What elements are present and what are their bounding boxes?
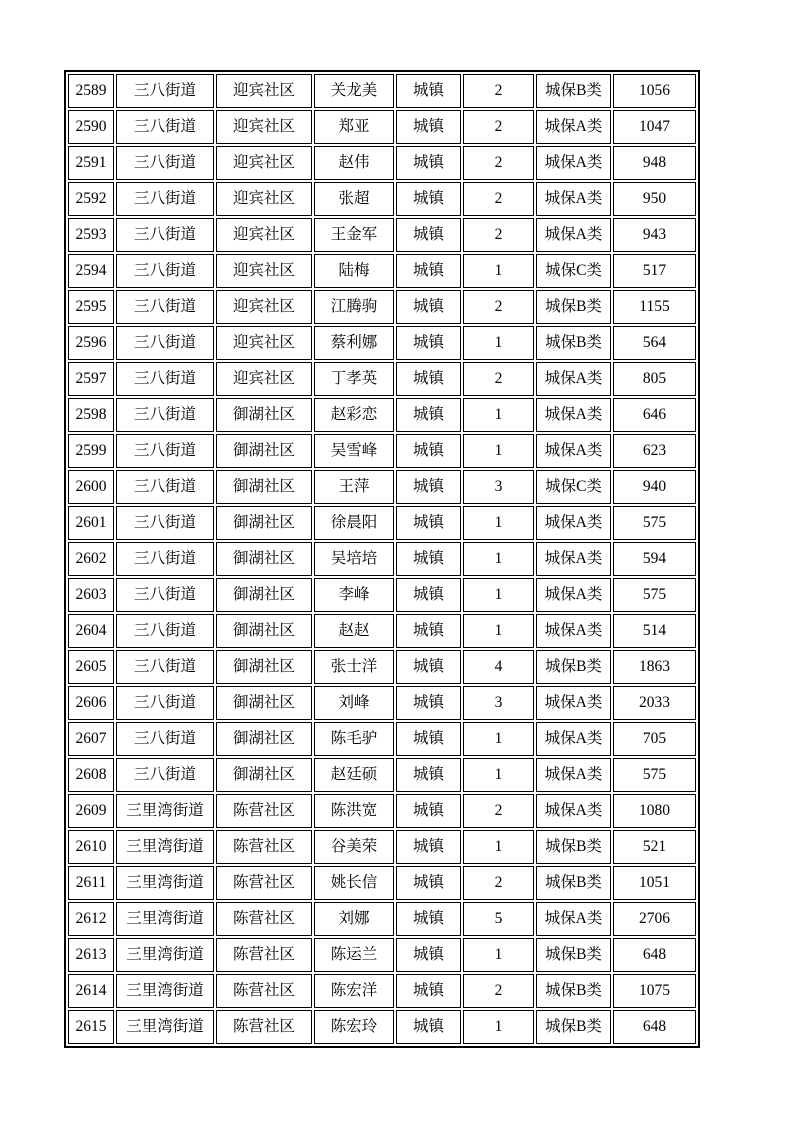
- cell-row-number: 2601: [68, 506, 114, 540]
- table-row: [68, 362, 696, 396]
- cell-amount: 1047: [613, 110, 696, 144]
- cell-residence-type: 城镇: [396, 542, 461, 576]
- cell-row-number: 2609: [68, 794, 114, 828]
- cell-row-number: 2608: [68, 758, 114, 792]
- table-row: [68, 218, 696, 252]
- cell-residence-type: 城镇: [396, 398, 461, 432]
- cell-street: 三里湾街道: [116, 974, 214, 1008]
- cell-amount: 564: [613, 326, 696, 360]
- cell-street: 三八街道: [116, 218, 214, 252]
- cell-person-name: 蔡利娜: [314, 326, 394, 360]
- cell-amount: 646: [613, 398, 696, 432]
- cell-amount: 805: [613, 362, 696, 396]
- cell-insurance-category: 城保A类: [536, 218, 611, 252]
- cell-insurance-category: 城保A类: [536, 434, 611, 468]
- cell-street: 三里湾街道: [116, 866, 214, 900]
- cell-household-size: 1: [463, 758, 534, 792]
- cell-household-size: 4: [463, 650, 534, 684]
- cell-amount: 2033: [613, 686, 696, 720]
- cell-street: 三里湾街道: [116, 902, 214, 936]
- cell-amount: 705: [613, 722, 696, 756]
- cell-person-name: 吴培培: [314, 542, 394, 576]
- cell-amount: 575: [613, 578, 696, 612]
- cell-residence-type: 城镇: [396, 614, 461, 648]
- cell-person-name: 陈宏洋: [314, 974, 394, 1008]
- cell-person-name: 陈运兰: [314, 938, 394, 972]
- cell-street: 三八街道: [116, 506, 214, 540]
- cell-row-number: 2610: [68, 830, 114, 864]
- cell-street: 三八街道: [116, 74, 214, 108]
- table-row: [68, 938, 696, 972]
- table-row: [68, 1010, 696, 1044]
- cell-community: 御湖社区: [216, 398, 312, 432]
- cell-amount: 517: [613, 254, 696, 288]
- cell-row-number: 2614: [68, 974, 114, 1008]
- cell-street: 三八街道: [116, 650, 214, 684]
- cell-row-number: 2607: [68, 722, 114, 756]
- table-row: [68, 974, 696, 1008]
- cell-residence-type: 城镇: [396, 794, 461, 828]
- cell-residence-type: 城镇: [396, 866, 461, 900]
- cell-row-number: 2597: [68, 362, 114, 396]
- cell-community: 御湖社区: [216, 758, 312, 792]
- cell-row-number: 2589: [68, 74, 114, 108]
- table-row: [68, 110, 696, 144]
- cell-insurance-category: 城保B类: [536, 326, 611, 360]
- cell-row-number: 2593: [68, 218, 114, 252]
- cell-community: 御湖社区: [216, 506, 312, 540]
- cell-residence-type: 城镇: [396, 470, 461, 504]
- cell-amount: 623: [613, 434, 696, 468]
- cell-row-number: 2592: [68, 182, 114, 216]
- cell-insurance-category: 城保A类: [536, 506, 611, 540]
- cell-street: 三八街道: [116, 758, 214, 792]
- cell-community: 御湖社区: [216, 542, 312, 576]
- cell-street: 三八街道: [116, 146, 214, 180]
- table-row: [68, 722, 696, 756]
- cell-person-name: 关龙美: [314, 74, 394, 108]
- cell-community: 迎宾社区: [216, 362, 312, 396]
- cell-household-size: 2: [463, 866, 534, 900]
- cell-community: 迎宾社区: [216, 254, 312, 288]
- cell-household-size: 2: [463, 146, 534, 180]
- cell-row-number: 2604: [68, 614, 114, 648]
- cell-community: 御湖社区: [216, 434, 312, 468]
- cell-community: 御湖社区: [216, 722, 312, 756]
- cell-street: 三八街道: [116, 326, 214, 360]
- table-row: [68, 794, 696, 828]
- cell-street: 三里湾街道: [116, 938, 214, 972]
- cell-row-number: 2600: [68, 470, 114, 504]
- cell-street: 三八街道: [116, 362, 214, 396]
- cell-street: 三八街道: [116, 542, 214, 576]
- table-row: [68, 506, 696, 540]
- cell-street: 三八街道: [116, 290, 214, 324]
- cell-person-name: 王萍: [314, 470, 394, 504]
- cell-residence-type: 城镇: [396, 902, 461, 936]
- cell-amount: 1863: [613, 650, 696, 684]
- cell-insurance-category: 城保B类: [536, 866, 611, 900]
- cell-street: 三里湾街道: [116, 830, 214, 864]
- cell-street: 三里湾街道: [116, 794, 214, 828]
- cell-amount: 2706: [613, 902, 696, 936]
- cell-street: 三八街道: [116, 470, 214, 504]
- cell-person-name: 陈宏玲: [314, 1010, 394, 1044]
- cell-community: 陈营社区: [216, 1010, 312, 1044]
- cell-person-name: 吴雪峰: [314, 434, 394, 468]
- table-row: [68, 182, 696, 216]
- cell-person-name: 李峰: [314, 578, 394, 612]
- cell-residence-type: 城镇: [396, 290, 461, 324]
- cell-community: 御湖社区: [216, 578, 312, 612]
- cell-row-number: 2603: [68, 578, 114, 612]
- cell-household-size: 2: [463, 794, 534, 828]
- cell-residence-type: 城镇: [396, 182, 461, 216]
- cell-community: 陈营社区: [216, 830, 312, 864]
- cell-person-name: 丁孝英: [314, 362, 394, 396]
- cell-household-size: 2: [463, 974, 534, 1008]
- cell-insurance-category: 城保B类: [536, 1010, 611, 1044]
- table-row: [68, 650, 696, 684]
- cell-residence-type: 城镇: [396, 578, 461, 612]
- cell-household-size: 2: [463, 182, 534, 216]
- table-row: [68, 578, 696, 612]
- cell-person-name: 张超: [314, 182, 394, 216]
- table-row: [68, 758, 696, 792]
- table-row: [68, 830, 696, 864]
- cell-community: 陈营社区: [216, 902, 312, 936]
- cell-amount: 1051: [613, 866, 696, 900]
- cell-amount: 948: [613, 146, 696, 180]
- table-row: [68, 686, 696, 720]
- table-row: [68, 326, 696, 360]
- cell-residence-type: 城镇: [396, 110, 461, 144]
- cell-household-size: 2: [463, 218, 534, 252]
- table-row: [68, 290, 696, 324]
- cell-community: 陈营社区: [216, 974, 312, 1008]
- cell-insurance-category: 城保A类: [536, 614, 611, 648]
- cell-insurance-category: 城保A类: [536, 398, 611, 432]
- cell-person-name: 郑亚: [314, 110, 394, 144]
- cell-street: 三八街道: [116, 578, 214, 612]
- cell-community: 迎宾社区: [216, 110, 312, 144]
- cell-person-name: 江腾驹: [314, 290, 394, 324]
- cell-street: 三里湾街道: [116, 1010, 214, 1044]
- cell-residence-type: 城镇: [396, 74, 461, 108]
- cell-amount: 1075: [613, 974, 696, 1008]
- cell-person-name: 刘娜: [314, 902, 394, 936]
- cell-person-name: 陈洪宽: [314, 794, 394, 828]
- cell-row-number: 2598: [68, 398, 114, 432]
- cell-insurance-category: 城保C类: [536, 254, 611, 288]
- cell-household-size: 1: [463, 254, 534, 288]
- table-row: [68, 470, 696, 504]
- cell-amount: 575: [613, 758, 696, 792]
- cell-household-size: 1: [463, 434, 534, 468]
- cell-household-size: 3: [463, 686, 534, 720]
- cell-row-number: 2602: [68, 542, 114, 576]
- cell-insurance-category: 城保A类: [536, 146, 611, 180]
- table-row: [68, 866, 696, 900]
- cell-household-size: 2: [463, 362, 534, 396]
- cell-community: 迎宾社区: [216, 182, 312, 216]
- cell-insurance-category: 城保A类: [536, 722, 611, 756]
- cell-residence-type: 城镇: [396, 218, 461, 252]
- cell-household-size: 1: [463, 938, 534, 972]
- cell-household-size: 1: [463, 1010, 534, 1044]
- cell-insurance-category: 城保A类: [536, 542, 611, 576]
- cell-insurance-category: 城保A类: [536, 794, 611, 828]
- cell-person-name: 张士洋: [314, 650, 394, 684]
- table-row: [68, 146, 696, 180]
- cell-amount: 940: [613, 470, 696, 504]
- cell-amount: 1080: [613, 794, 696, 828]
- cell-community: 陈营社区: [216, 866, 312, 900]
- cell-community: 御湖社区: [216, 614, 312, 648]
- table-row: [68, 74, 696, 108]
- table-body: [68, 74, 696, 1044]
- cell-amount: 943: [613, 218, 696, 252]
- cell-insurance-category: 城保B类: [536, 74, 611, 108]
- cell-street: 三八街道: [116, 254, 214, 288]
- cell-street: 三八街道: [116, 434, 214, 468]
- cell-community: 迎宾社区: [216, 218, 312, 252]
- table-row: [68, 614, 696, 648]
- cell-insurance-category: 城保A类: [536, 110, 611, 144]
- cell-insurance-category: 城保A类: [536, 362, 611, 396]
- cell-person-name: 徐晨阳: [314, 506, 394, 540]
- cell-residence-type: 城镇: [396, 830, 461, 864]
- cell-residence-type: 城镇: [396, 326, 461, 360]
- cell-amount: 648: [613, 1010, 696, 1044]
- table-row: [68, 902, 696, 936]
- cell-community: 迎宾社区: [216, 146, 312, 180]
- cell-amount: 514: [613, 614, 696, 648]
- cell-street: 三八街道: [116, 398, 214, 432]
- cell-row-number: 2606: [68, 686, 114, 720]
- cell-insurance-category: 城保B类: [536, 974, 611, 1008]
- cell-household-size: 1: [463, 542, 534, 576]
- cell-person-name: 姚长信: [314, 866, 394, 900]
- cell-amount: 1056: [613, 74, 696, 108]
- cell-row-number: 2595: [68, 290, 114, 324]
- cell-amount: 950: [613, 182, 696, 216]
- cell-residence-type: 城镇: [396, 974, 461, 1008]
- cell-row-number: 2615: [68, 1010, 114, 1044]
- cell-insurance-category: 城保B类: [536, 938, 611, 972]
- cell-household-size: 1: [463, 326, 534, 360]
- cell-insurance-category: 城保C类: [536, 470, 611, 504]
- cell-household-size: 1: [463, 830, 534, 864]
- cell-insurance-category: 城保A类: [536, 902, 611, 936]
- cell-community: 迎宾社区: [216, 326, 312, 360]
- cell-residence-type: 城镇: [396, 650, 461, 684]
- cell-community: 迎宾社区: [216, 74, 312, 108]
- cell-person-name: 王金军: [314, 218, 394, 252]
- cell-person-name: 赵伟: [314, 146, 394, 180]
- cell-residence-type: 城镇: [396, 938, 461, 972]
- cell-insurance-category: 城保A类: [536, 758, 611, 792]
- cell-person-name: 刘峰: [314, 686, 394, 720]
- cell-street: 三八街道: [116, 182, 214, 216]
- cell-row-number: 2590: [68, 110, 114, 144]
- cell-residence-type: 城镇: [396, 506, 461, 540]
- cell-household-size: 1: [463, 398, 534, 432]
- cell-row-number: 2605: [68, 650, 114, 684]
- benefits-table: [64, 70, 700, 1048]
- cell-amount: 575: [613, 506, 696, 540]
- cell-household-size: 5: [463, 902, 534, 936]
- cell-row-number: 2591: [68, 146, 114, 180]
- cell-insurance-category: 城保B类: [536, 830, 611, 864]
- cell-household-size: 2: [463, 74, 534, 108]
- cell-street: 三八街道: [116, 614, 214, 648]
- cell-household-size: 2: [463, 110, 534, 144]
- cell-person-name: 谷美荣: [314, 830, 394, 864]
- cell-residence-type: 城镇: [396, 758, 461, 792]
- cell-row-number: 2596: [68, 326, 114, 360]
- cell-amount: 648: [613, 938, 696, 972]
- cell-residence-type: 城镇: [396, 1010, 461, 1044]
- cell-household-size: 2: [463, 290, 534, 324]
- cell-person-name: 陈毛驴: [314, 722, 394, 756]
- cell-residence-type: 城镇: [396, 686, 461, 720]
- cell-household-size: 1: [463, 722, 534, 756]
- cell-row-number: 2613: [68, 938, 114, 972]
- cell-community: 迎宾社区: [216, 290, 312, 324]
- cell-street: 三八街道: [116, 722, 214, 756]
- cell-person-name: 赵廷硕: [314, 758, 394, 792]
- cell-person-name: 陆梅: [314, 254, 394, 288]
- cell-household-size: 3: [463, 470, 534, 504]
- cell-insurance-category: 城保A类: [536, 686, 611, 720]
- cell-community: 陈营社区: [216, 938, 312, 972]
- cell-community: 陈营社区: [216, 794, 312, 828]
- table-row: [68, 434, 696, 468]
- cell-row-number: 2599: [68, 434, 114, 468]
- cell-street: 三八街道: [116, 110, 214, 144]
- cell-residence-type: 城镇: [396, 722, 461, 756]
- table-row: [68, 254, 696, 288]
- cell-row-number: 2611: [68, 866, 114, 900]
- cell-residence-type: 城镇: [396, 254, 461, 288]
- cell-residence-type: 城镇: [396, 362, 461, 396]
- cell-community: 御湖社区: [216, 650, 312, 684]
- cell-amount: 1155: [613, 290, 696, 324]
- cell-row-number: 2612: [68, 902, 114, 936]
- table-row: [68, 398, 696, 432]
- cell-amount: 594: [613, 542, 696, 576]
- cell-household-size: 1: [463, 614, 534, 648]
- cell-residence-type: 城镇: [396, 434, 461, 468]
- cell-insurance-category: 城保A类: [536, 182, 611, 216]
- cell-street: 三八街道: [116, 686, 214, 720]
- cell-person-name: 赵彩恋: [314, 398, 394, 432]
- table-row: [68, 542, 696, 576]
- cell-insurance-category: 城保B类: [536, 290, 611, 324]
- cell-community: 御湖社区: [216, 470, 312, 504]
- cell-residence-type: 城镇: [396, 146, 461, 180]
- cell-row-number: 2594: [68, 254, 114, 288]
- cell-household-size: 1: [463, 506, 534, 540]
- cell-insurance-category: 城保A类: [536, 578, 611, 612]
- cell-amount: 521: [613, 830, 696, 864]
- cell-person-name: 赵赵: [314, 614, 394, 648]
- cell-community: 御湖社区: [216, 686, 312, 720]
- cell-household-size: 1: [463, 578, 534, 612]
- cell-insurance-category: 城保B类: [536, 650, 611, 684]
